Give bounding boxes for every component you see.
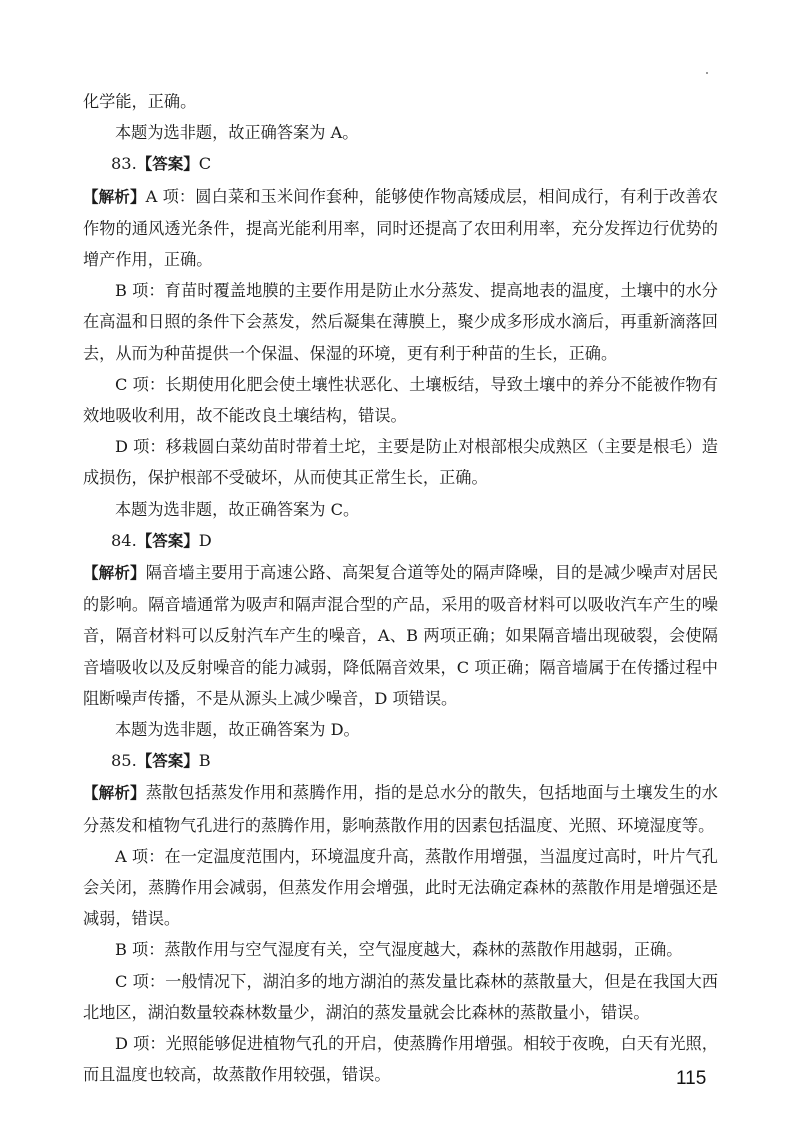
- answer-tag: 【答案】: [136, 752, 199, 771]
- paragraph: [83, 841, 718, 935]
- paragraph: [83, 117, 718, 148]
- paragraph-text: 本题为选非题，故正确答案为 A。: [115, 123, 359, 143]
- page-number: 115: [676, 1068, 707, 1089]
- analysis-paragraph: [83, 181, 718, 276]
- paragraph: [83, 494, 718, 525]
- analysis-text: A 项：圆白菜和玉米间作套种，能够使作物高矮成层，相间成行，有利于改善农作物的通风透光条件，提高光能利用率，同时还提高了农田利用率，充分发挥边行优势的增产作用，正确。: [83, 186, 718, 270]
- paragraph-text: C 项：一般情况下，湖泊多的地方湖泊的蒸发量比森林的蒸散量大，但是在我国大西北地区，湖泊数量较森林数量少，湖泊的蒸发量就会比森林的蒸散量小，错误。: [83, 971, 718, 1022]
- paragraph: [83, 1028, 718, 1090]
- analysis-paragraph: [83, 557, 718, 714]
- paragraph: [83, 714, 718, 745]
- analysis-tag: 【解析】: [83, 187, 146, 206]
- answer-line-85: [83, 745, 718, 777]
- paragraph-text: B 项：育苗时覆盖地膜的主要作用是防止水分蒸发、提高地表的温度，土壤中的水分在高温和日照的条件下会蒸发，然后凝集在薄膜上，聚少成多形成水滴后，再重新滴落回去，从而为种苗提供一个保温、保湿的环境，更有利于种苗的生长，正确。: [83, 281, 718, 363]
- paragraph-text: B 项：蒸散作用与空气湿度有关，空气湿度越大，森林的蒸散作用越弱，正确。: [115, 940, 683, 960]
- paragraph: [83, 369, 718, 431]
- paragraph: [83, 431, 718, 493]
- answer-value: C: [198, 154, 212, 174]
- answer-tag: 【答案】: [136, 531, 199, 550]
- paragraph-text: 化学能，正确。: [83, 92, 197, 111]
- question-number: 85.: [111, 751, 137, 771]
- analysis-paragraph: [83, 777, 718, 840]
- paragraph-text: A 项：在一定温度范围内，环境温度升高，蒸散作用增强，当温度过高时，叶片气孔会关闭，蒸腾作用会减弱，但蒸发作用会增强，此时无法确定森林的蒸散作用是增强还是减弱，错误。: [83, 846, 718, 929]
- paragraph: [83, 934, 718, 965]
- paragraph: [83, 86, 718, 117]
- analysis-text: 蒸散包括蒸发作用和蒸腾作用，指的是总水分的散失，包括地面与土壤发生的水分蒸发和植物气孔进行的蒸腾作用，影响蒸散作用的因素包括温度、光照、环境湿度等。: [83, 783, 718, 835]
- answer-line-84: [83, 525, 718, 557]
- document-body: [83, 86, 718, 1091]
- analysis-text: 隔音墙主要用于高速公路、高架复合道等处的隔声降噪，目的是减少噪声对居民的影响。隔音墙通常为吸声和隔声混合型的产品，采用的吸音材料可以吸收汽车产生的噪音，隔音材料可以反射汽车产生的噪音，A、B 两项正确；如果隔音墙出现破裂，会使隔音墙吸收以及反射噪音的能力减弱，降低隔音效果，C 项正确；隔音墙属于在传播过程中阻断噪声传播，不是从源头上减少噪音，D 项错误。: [83, 563, 718, 708]
- question-number: 83.: [111, 154, 137, 174]
- paragraph-text: 本题为选非题，故正确答案为 D。: [115, 720, 360, 740]
- analysis-tag: 【解析】: [83, 564, 146, 583]
- answer-value: D: [198, 530, 212, 550]
- paragraph-text: 本题为选非题，故正确答案为 C。: [115, 499, 360, 519]
- answer-line-83: [83, 148, 718, 180]
- paragraph: [83, 966, 718, 1028]
- analysis-tag: 【解析】: [83, 784, 146, 803]
- question-number: 84.: [111, 530, 137, 550]
- paragraph-text: D 项：光照能够促进植物气孔的开启，使蒸腾作用增强。相较于夜晚，白天有光照，而且温度也较高，故蒸散作用较强，错误。: [83, 1034, 718, 1085]
- corner-mark: [706, 72, 708, 74]
- paragraph-text: C 项：长期使用化肥会使土壤性状恶化、土壤板结，导致土壤中的养分不能被作物有效地吸收利用，故不能改良土壤结构，错误。: [83, 374, 718, 426]
- answer-value: B: [198, 751, 211, 771]
- paragraph: [83, 275, 718, 369]
- paragraph-text: D 项：移栽圆白菜幼苗时带着土坨，主要是防止对根部根尖成熟区（主要是根毛）造成损伤，保护根部不受破坏，从而使其正常生长，正确。: [83, 437, 718, 488]
- answer-tag: 【答案】: [136, 155, 199, 174]
